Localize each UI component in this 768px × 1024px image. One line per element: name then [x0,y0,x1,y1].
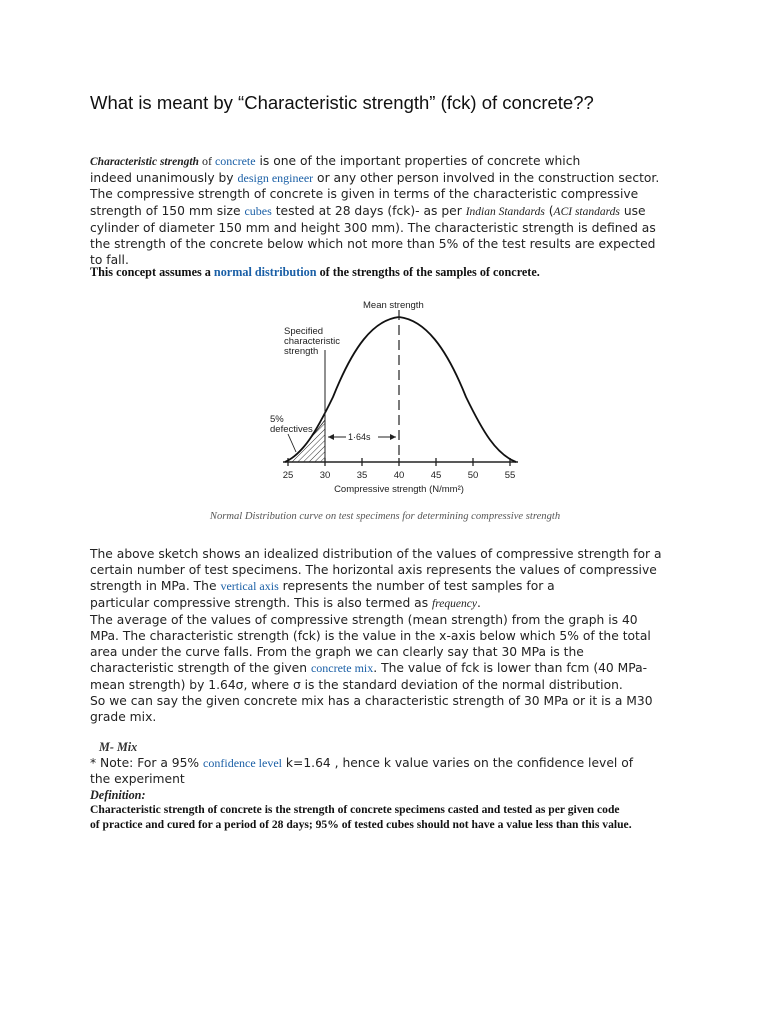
sketch-line2: certain number of test specimens. The horizontal axis represents the values of compressive [90,563,657,578]
sketch-line10: So we can say the given concrete mix has a characteristic strength of 30 MPa or it is a M30 [90,693,653,708]
intro-line2-a: indeed unanimously by [90,171,238,186]
confidence-level-link[interactable]: confidence level [203,756,282,770]
intro-line5: cylinder of diameter 150 mm and height 300 mm). The characteristic strength is defined as [90,220,656,235]
note-paragraph [90,755,680,787]
tick-label: 45 [430,470,442,481]
defect-pointer-line [288,434,296,452]
normal-distribution-figure [258,292,528,502]
sketch-paragraph [90,546,680,725]
spec-label-1: Specified [284,326,324,337]
sketch-line3-b: represents the number of test samples for a [278,579,555,594]
intro-line7: to fall. [90,253,129,268]
spec-label-3: strength [284,346,319,357]
defect-label-1: 5% [270,414,284,425]
sketch-line8-b: . The value of fck is lower than fcm (40 MPa- [373,661,648,676]
concept-b: of the strengths of the samples of concrete. [316,265,540,279]
intro-line6: the strength of the concrete below which not more than 5% of the test results are expected [90,237,656,252]
characteristic-strength-term: Characteristic strength [90,156,199,168]
sketch-line6: MPa. The characteristic strength (fck) is the value in the x-axis below which 5% of the total [90,629,651,644]
x-axis-label: Compressive strength (N/mm²) [334,484,464,495]
tick-label: 25 [282,470,294,481]
page-title: What is meant by “Characteristic strength” (fck) of concrete?? [90,92,594,113]
k-arrow-left-icon [328,434,334,440]
design-engineer-link[interactable]: design engineer [237,171,314,186]
intro-line4-a: strength of 150 mm size [90,203,245,218]
concrete-link[interactable]: concrete [214,154,256,168]
concept-line [90,264,680,280]
vertical-axis-link[interactable]: vertical axis [220,579,279,594]
sketch-line9: mean strength) by 1.64σ, where σ is the standard deviation of the normal distribution. [90,677,623,692]
m-mix-heading: M- Mix [99,740,138,754]
sketch-line5: The average of the values of compressive strength (mean strength) from the graph is 40 [90,612,638,627]
sketch-line7: area under the curve falls. From the graph we can clearly say that 30 MPa is the [90,645,584,660]
note-b: k=1.64 , hence k value varies on the confidence level of [282,756,634,770]
intro-line4-d: use [619,203,646,218]
definition-line2: of practice and cured for a period of 28 days; 95% of tested cubes should not have a value less than this value. [90,818,632,831]
note-c: the experiment [90,772,185,787]
sketch-line11: grade mix. [90,710,157,725]
figure-caption: Normal Distribution curve on test specimens for determining compressive strength [209,511,561,522]
cubes-link[interactable]: cubes [244,203,272,218]
intro-line4-c: ( [544,203,554,218]
k-label: 1·64s [348,432,371,442]
sketch-line8-a: characteristic strength of the given [90,661,311,676]
mean-strength-label: Mean strength [363,300,424,311]
definition-heading: Definition: [90,788,146,802]
normal-distribution-link[interactable]: normal distribution [213,265,317,279]
sketch-line4-b: . [476,595,481,610]
intro-line4-b: tested at 28 days (fck)- as per [271,203,466,218]
sketch-line4-a: particular compressive strength. This is also termed as [90,595,433,610]
k-arrow-right-icon [390,434,396,440]
definition-paragraph [90,802,680,832]
note-a: * Note: For a 95% [90,756,204,770]
spec-label-2: characteristic [284,336,340,347]
aci-standards-text: ACI standards [553,205,620,218]
tick-label: 35 [356,470,368,481]
tick-label: 30 [319,470,331,481]
tick-label: 50 [467,470,479,481]
intro-line3: The compressive strength of concrete is given in terms of the characteristic compressive [90,187,639,202]
defect-label-2: defectives [270,424,313,435]
tick-label: 40 [393,470,405,481]
concept-a: This concept assumes a [90,265,214,279]
intro-line1-rest: is one of the important properties of concrete which [255,154,581,168]
tick-label: 55 [504,470,516,481]
sketch-line3-a: strength in MPa. The [90,579,221,594]
concrete-mix-link[interactable]: concrete mix [310,661,374,676]
frequency-text: frequency [432,597,477,610]
intro-paragraph [90,153,680,268]
definition-line1: Characteristic strength of concrete is the strength of concrete specimens casted and tested as per given code [90,803,620,816]
indian-standards-text: Indian Standards [465,205,545,218]
intro-line2-b: or any other person involved in the construction sector. [313,171,660,186]
intro-of: of [198,154,215,168]
sketch-line1: The above sketch shows an idealized distribution of the values of compressive strength for a [90,547,662,561]
